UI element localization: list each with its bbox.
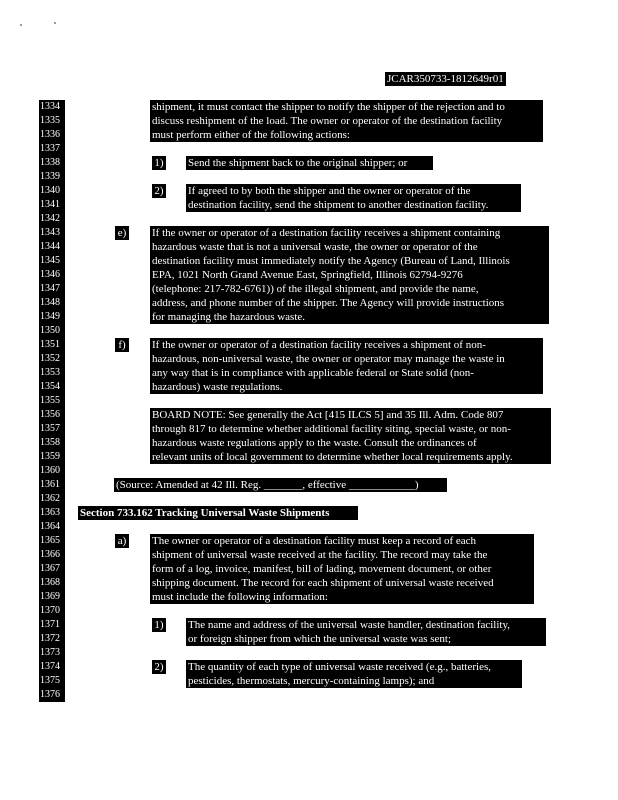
line-number: 1358 [39, 436, 65, 450]
scan-speckles [20, 22, 60, 26]
source-note [114, 478, 447, 492]
section-heading [78, 506, 358, 520]
text-line: shipping document. The record for each shipment of universal waste received [152, 577, 494, 589]
text-line: destination facility must immediately notify the Agency (Bureau of Land, Illinois [152, 255, 510, 267]
text-line: through 817 to determine whether additional facility siting, special waste, or non- [152, 423, 511, 435]
line-number: 1353 [39, 366, 65, 380]
text-line: The owner or operator of a destination facility must keep a record of each [152, 535, 477, 547]
text-line: Section 733.162 Tracking Universal Waste Shipments [80, 507, 330, 519]
line-number: 1346 [39, 268, 65, 282]
text-line: hazardous, non-universal waste, the owner or operator may manage the waste in [152, 353, 505, 365]
line-number: 1352 [39, 352, 65, 366]
line-number: 1371 [39, 618, 65, 632]
text-line: pesticides, thermostats, mercury-containing lamps); and [188, 675, 435, 687]
paragraph-e [150, 226, 549, 324]
line-number: 1359 [39, 450, 65, 464]
line-number: 1364 [39, 520, 65, 534]
line-number: 1366 [39, 548, 65, 562]
list-item-a1 [186, 618, 546, 646]
item-label: 1) [152, 156, 166, 170]
line-number: 1341 [39, 198, 65, 212]
line-number: 1360 [39, 464, 65, 478]
text-line: If the owner or operator of a destination facility receives a shipment of non- [152, 339, 486, 351]
text-line: relevant units of local government to determine whether local requirements apply. [152, 451, 513, 463]
line-number: 1355 [39, 394, 65, 408]
line-number: 1348 [39, 296, 65, 310]
item-label: e) [115, 226, 129, 240]
list-item-1 [186, 156, 433, 170]
text-line: shipment of universal waste received at the facility. The record may take the [152, 549, 488, 561]
item-label: 1) [152, 618, 166, 632]
line-number: 1344 [39, 240, 65, 254]
line-number: 1350 [39, 324, 65, 338]
text-line: EPA, 1021 North Grand Avenue East, Springfield, Illinois 62794-9276 [152, 269, 463, 281]
list-item-2 [186, 184, 521, 212]
line-number: 1361 [39, 478, 65, 492]
item-label: 2) [152, 660, 166, 674]
line-number: 1365 [39, 534, 65, 548]
line-number: 1339 [39, 170, 65, 184]
line-number: 1351 [39, 338, 65, 352]
board-note [150, 408, 551, 464]
line-number: 1354 [39, 380, 65, 394]
line-number: 1372 [39, 632, 65, 646]
text-line: any way that is in compliance with applicable federal or State solid (non- [152, 367, 474, 379]
text-line: discuss reshipment of the load. The owner or operator of the destination facility [152, 115, 503, 127]
text-line: BOARD NOTE: See generally the Act [415 ILCS 5] and 35 Ill. Adm. Code 807 [152, 409, 504, 421]
text-line: (telephone: 217-782-6761)) of the illegal shipment, and provide the name, [152, 283, 479, 295]
text-line: shipment, it must contact the shipper to notify the shipper of the rejection and to [152, 101, 505, 113]
text-line: must perform either of the following actions: [152, 129, 350, 141]
text-line: or foreign shipper from which the universal waste was sent; [188, 633, 452, 645]
line-number: 1343 [39, 226, 65, 240]
line-number: 1336 [39, 128, 65, 142]
line-number: 1347 [39, 282, 65, 296]
item-label: a) [115, 534, 129, 548]
text-line: form of a log, invoice, manifest, bill of lading, movement document, or other [152, 563, 492, 575]
line-number: 1374 [39, 660, 65, 674]
text-line: hazardous waste that is not a universal waste, the owner or operator of the [152, 241, 478, 253]
line-number: 1369 [39, 590, 65, 604]
line-number: 1357 [39, 422, 65, 436]
line-number: 1373 [39, 646, 65, 660]
line-number: 1345 [39, 254, 65, 268]
line-number: 1363 [39, 506, 65, 520]
document-id: JCAR350733-1812649r01 [387, 73, 504, 85]
line-number: 1342 [39, 212, 65, 226]
paragraph-a [150, 534, 534, 604]
line-number: 1370 [39, 604, 65, 618]
line-number: 1375 [39, 674, 65, 688]
line-number: 1338 [39, 156, 65, 170]
line-number: 1335 [39, 114, 65, 128]
text-line: Send the shipment back to the original shipper; or [188, 157, 408, 169]
text-line: hazardous) waste regulations. [152, 381, 283, 393]
line-number: 1368 [39, 576, 65, 590]
text-line: If the owner or operator of a destination facility receives a shipment containing [152, 227, 501, 239]
text-line: address, and phone number of the shipper. The Agency will provide instructions [152, 297, 505, 309]
line-number: 1362 [39, 492, 65, 506]
text-line: (Source: Amended at 42 Ill. Reg. _______, effective ____________) [116, 479, 419, 491]
line-number: 1334 [39, 100, 65, 114]
line-number: 1356 [39, 408, 65, 422]
paragraph-continuation [150, 100, 543, 142]
list-item-a2 [186, 660, 522, 688]
text-line: If agreed to by both the shipper and the owner or operator of the [188, 185, 471, 197]
line-number: 1340 [39, 184, 65, 198]
text-line: The quantity of each type of universal waste received (e.g., batteries, [188, 661, 491, 673]
line-number: 1367 [39, 562, 65, 576]
line-number: 1349 [39, 310, 65, 324]
line-number: 1337 [39, 142, 65, 156]
text-line: must include the following information: [152, 591, 328, 603]
text-line: hazardous waste regulations apply to the waste. Consult the ordinances of [152, 437, 477, 449]
line-number: 1376 [39, 688, 65, 702]
text-line: The name and address of the universal waste handler, destination facility, [188, 619, 511, 631]
item-label: 2) [152, 184, 166, 198]
text-line: destination facility, send the shipment to another destination facility. [188, 199, 489, 211]
paragraph-f [150, 338, 543, 394]
item-label: f) [115, 338, 129, 352]
text-line: for managing the hazardous waste. [152, 311, 306, 323]
